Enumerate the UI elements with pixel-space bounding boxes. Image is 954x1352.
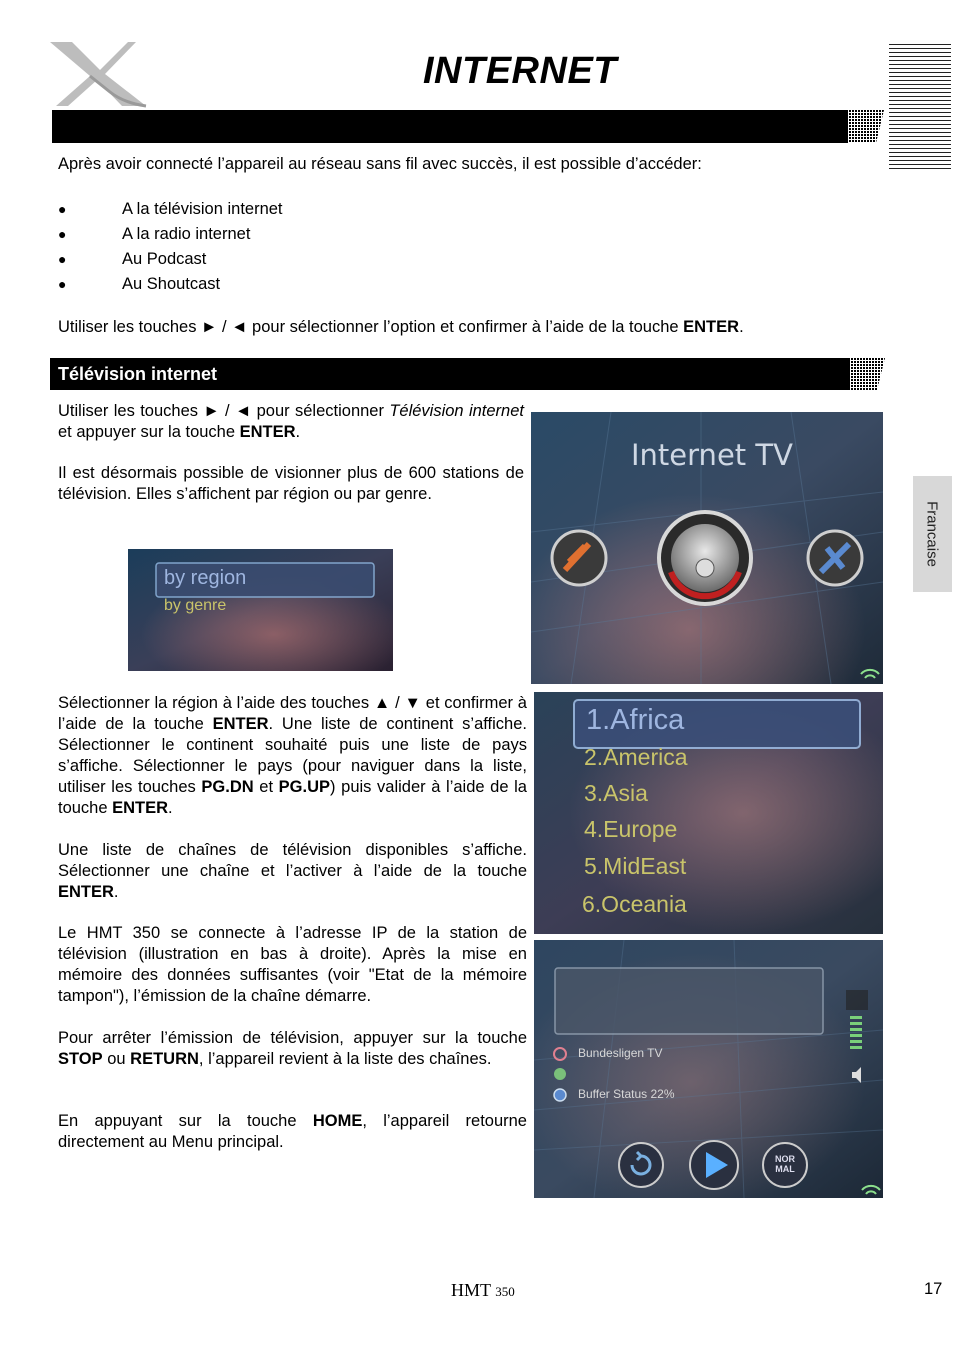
paragraph-select-tv: Utiliser les touches ► / ◄ pour sélectionner Télévision internet et appuyer sur la touche ENTER. <box>58 402 524 441</box>
select-instruction: Utiliser les touches ► / ◄ pour sélectionner l’option et confirmer à l’aide de la touche ENTER. <box>58 318 744 336</box>
list-item: Au Podcast <box>122 250 207 268</box>
bullet-marker: ● <box>58 226 67 242</box>
header-bar <box>52 110 848 143</box>
list-item: A la télévision internet <box>122 200 283 218</box>
paragraph-channel-list: Une liste de chaînes de télévision disponibles s’affiche. Sélectionner une chaîne et l’activer à l’aide de la touche ENTER. <box>58 841 527 901</box>
screenshot-player <box>534 940 883 1198</box>
normal-mode-button-label: NOR MAL <box>775 1154 795 1174</box>
page-number: 17 <box>924 1280 943 1298</box>
region-item: 3.Asia <box>584 780 648 806</box>
paragraph-home: En appuyant sur la touche HOME, l’appareil retourne directement au Menu principal. <box>58 1112 527 1151</box>
channel-name: Bundesligen TV <box>578 1046 663 1060</box>
footer-model: HMT 350 <box>451 1280 515 1300</box>
paragraph-stop: Pour arrêter l’émission de télévision, appuyer sur la touche STOP ou RETURN, l’appareil revient à la liste des chaînes. <box>58 1029 527 1068</box>
region-item: 5.MidEast <box>584 853 687 879</box>
screen-title: Internet TV <box>631 438 793 472</box>
list-item: Au Shoutcast <box>122 275 221 293</box>
screenshot-region-genre-menu <box>128 549 393 671</box>
page-title: INTERNET <box>423 50 617 92</box>
bullet-marker: ● <box>58 251 67 267</box>
screen-graphic <box>534 940 883 1198</box>
paragraph-region: Sélectionner la région à l’aide des touches ▲ / ▼ et confirmer à l’aide de la touche ENTER. Une liste de continent s’affiche. Sélectionner le continent souhaité puis une liste de pays s’affiche. Sélectionner le pays (pour naviguer dans la liste, utiliser les touches PG.DN et PG.UP) puis valider à l’aide de la touche ENTER. <box>58 694 527 817</box>
decorative-stripes <box>889 44 951 172</box>
region-item: 4.Europe <box>584 816 678 842</box>
bullet-marker: ● <box>58 201 67 217</box>
menu-item-by-region: by region <box>164 567 247 589</box>
region-item: 6.Oceania <box>582 891 687 917</box>
intro-text: Après avoir connecté l’appareil au réseau sans fil avec succès, il est possible d’accéder: <box>58 155 702 173</box>
screenshot-internet-tv <box>531 412 883 684</box>
region-item: 2.America <box>584 744 688 770</box>
paragraph-connect: Le HMT 350 se connecte à l’adresse IP de la station de télévision (illustration en bas à droite). Après la mise en mémoire des données suffisantes (voir "Etat de la mémoire tampon"), l’émission de la chaîne démarre. <box>58 924 527 1005</box>
menu-item-by-genre: by genre <box>164 597 227 614</box>
bullet-marker: ● <box>58 276 67 292</box>
screenshot-region-list <box>534 692 883 934</box>
paragraph-stations: Il est désormais possible de visionner plus de 600 stations de télévision. Elles s’affichent par région ou par genre. <box>58 464 524 503</box>
language-tab-label: Francaise <box>923 501 941 567</box>
list-item: A la radio internet <box>122 225 251 243</box>
section-title: Télévision internet <box>50 358 850 390</box>
section-bar-pattern <box>845 358 885 390</box>
region-item: 1.Africa <box>586 704 685 736</box>
buffer-status: Buffer Status 22% <box>578 1087 675 1101</box>
header-bar-pattern <box>846 110 884 143</box>
